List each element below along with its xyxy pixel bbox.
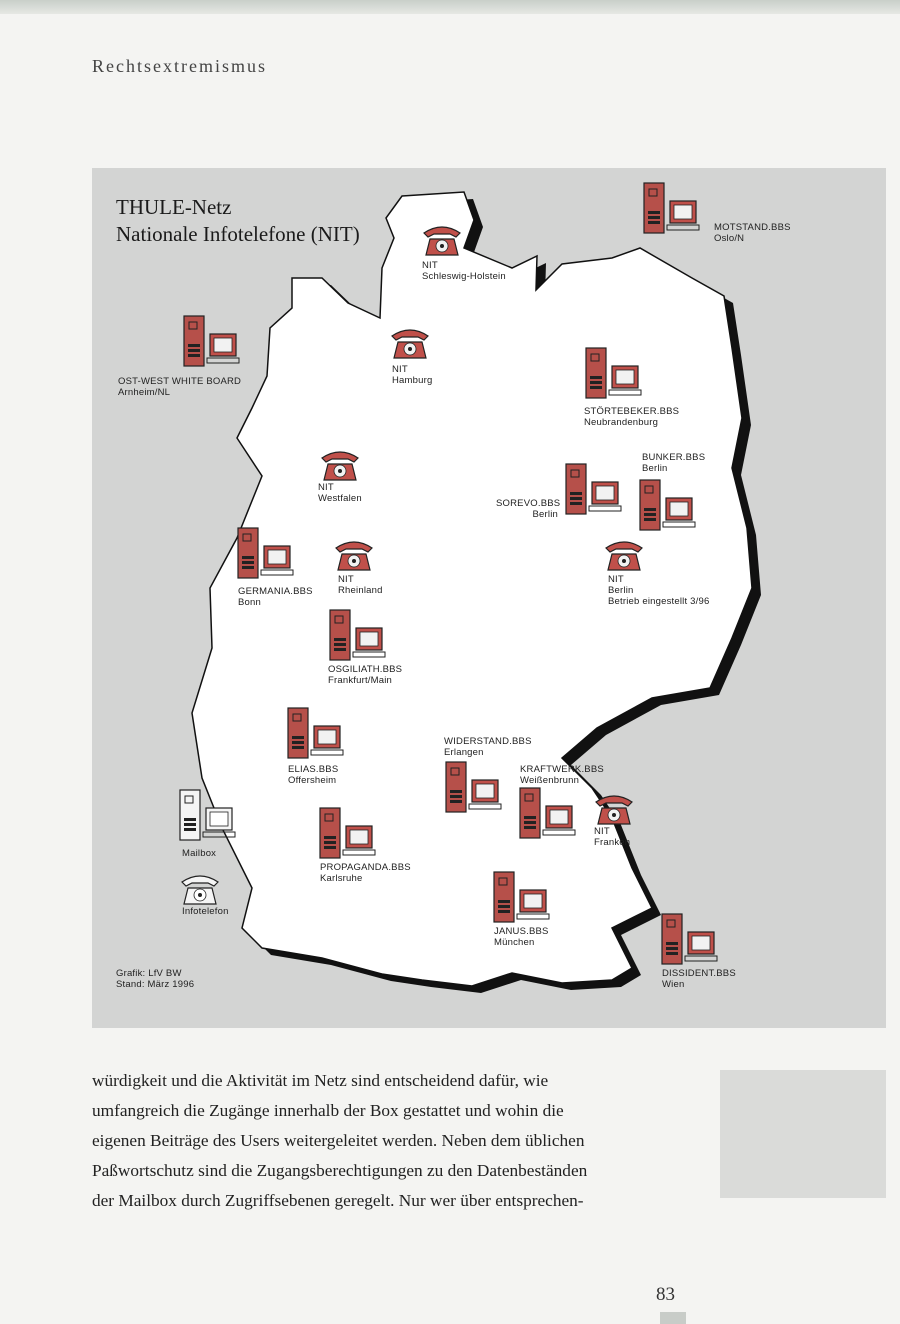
germany-map <box>92 168 886 1028</box>
legend-mailbox-label: Mailbox <box>182 848 217 859</box>
phone-icon-rheinland <box>336 542 372 570</box>
figure-title-line2: Nationale Infotelefone (NIT) <box>116 222 360 246</box>
node-label-ost-west: OST-WEST WHITE BOARD Arnheim/NL <box>118 376 242 398</box>
body-line: umfangreich die Zugänge innerhalb der Box gestattet und wohin die <box>92 1101 564 1120</box>
figure-title-line1: THULE-Netz <box>116 195 232 219</box>
node-label-widerstand: WIDERSTAND.BBS Erlangen <box>444 736 532 758</box>
margin-note-box <box>720 1070 886 1198</box>
node-label-nit-hamburg: NIT Hamburg <box>392 364 433 386</box>
thule-network-figure <box>92 168 886 1028</box>
node-label-stoertebeker: STÖRTEBEKER.BBS Neubrandenburg <box>584 406 680 428</box>
node-label-motstand: MOTSTAND.BBS Oslo/N <box>714 222 791 244</box>
node-label-elias: ELIAS.BBS Offersheim <box>288 764 339 786</box>
body-line: der Mailbox durch Zugriffsebenen geregelt. Nur wer über entsprechen- <box>92 1191 584 1210</box>
node-label-dissident: DISSIDENT.BBS Wien <box>662 968 736 990</box>
node-label-nit-schleswig-holstein: NIT Schleswig-Holstein <box>422 260 506 282</box>
page-edge-mark <box>660 1312 686 1324</box>
node-label-kraftwerk: KRAFTWERK.BBS Weißenbrunn <box>520 764 604 786</box>
node-label-janus: JANUS.BBS München <box>494 926 549 948</box>
node-label-nit-westfalen: NIT Westfalen <box>318 482 362 504</box>
node-label-propaganda: PROPAGANDA.BBS Karlsruhe <box>320 862 411 884</box>
figure-title <box>116 194 360 248</box>
node-label-sorevo: SOREVO.BBS Berlin <box>496 498 561 520</box>
body-line: würdigkeit und die Aktivität im Netz sind entscheidend dafür, wie <box>92 1071 549 1090</box>
figure-credit: Grafik: LfV BW Stand: März 1996 <box>116 968 195 990</box>
phone-icon-berlin <box>606 542 642 570</box>
phone-icon-hamburg <box>392 330 428 358</box>
page-number: 83 <box>656 1284 675 1305</box>
running-head: Rechtsextremismus <box>92 56 267 76</box>
body-paragraph <box>92 1066 688 1216</box>
scan-top-edge <box>0 0 900 14</box>
node-label-nit-berlin: NIT Berlin Betrieb eingestellt 3/96 <box>608 574 710 607</box>
body-line: Paßwortschutz sind die Zugangsberechtigungen zu den Datenbeständen <box>92 1161 588 1180</box>
phone-icon-westfalen <box>322 452 358 480</box>
mailbox-icon-dissident <box>662 914 717 964</box>
node-label-nit-franken: NIT Franken <box>594 826 631 848</box>
node-label-bunker: BUNKER.BBS Berlin <box>642 452 706 474</box>
mailbox-icon-motstand <box>644 183 699 233</box>
phone-icon-franken <box>596 796 632 824</box>
node-label-nit-rheinland: NIT Rheinland <box>338 574 383 596</box>
legend-infotelefon-label: Infotelefon <box>182 906 229 917</box>
node-label-germania: GERMANIA.BBS Bonn <box>238 586 313 608</box>
phone-icon-schleswig-holstein <box>424 227 460 255</box>
legend-phone-icon <box>182 876 218 904</box>
body-line: eigenen Beiträge des Users weitergeleitet werden. Neben dem üblichen <box>92 1131 585 1150</box>
mailbox-icon-ost-west <box>184 316 239 366</box>
node-label-osgiliath: OSGILIATH.BBS Frankfurt/Main <box>328 664 403 686</box>
